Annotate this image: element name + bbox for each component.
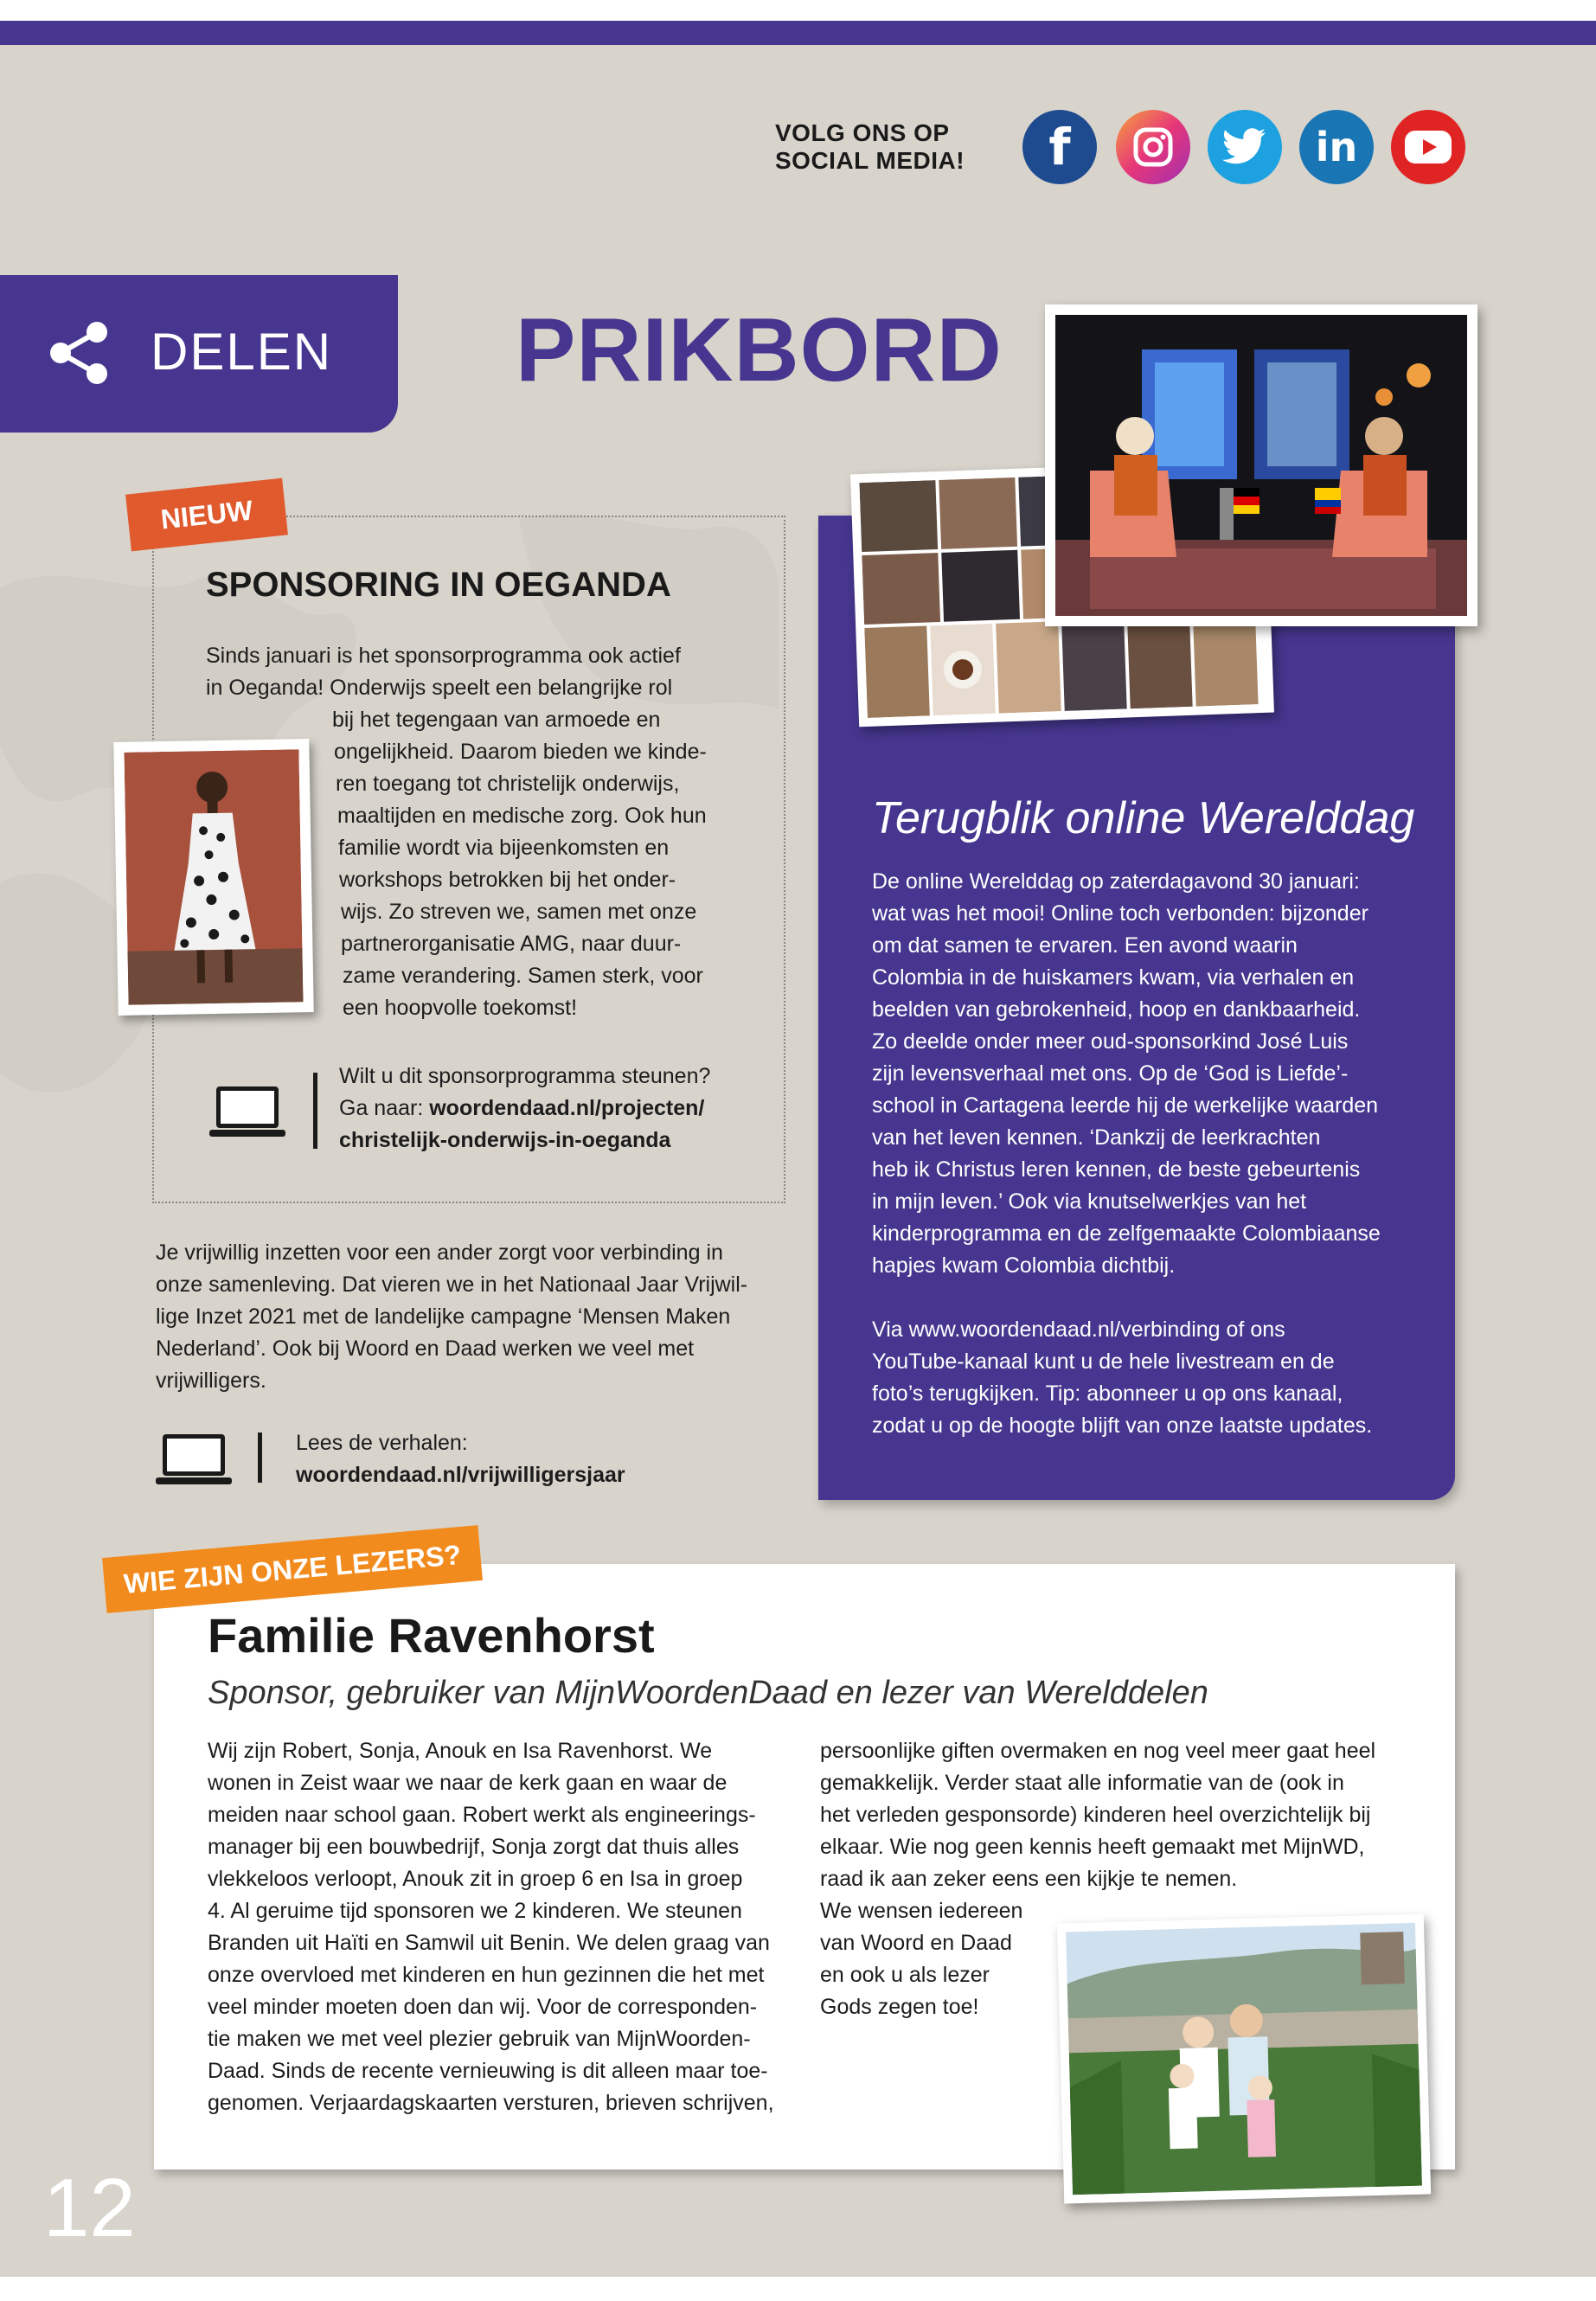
linkedin-icon[interactable]: in [1299,110,1374,184]
new-tag: NIEUW [125,478,288,552]
readers-line: Branden uit Haïti en Samwil uit Benin. We delen graag van [208,1931,770,1955]
instagram-glyph [1131,125,1175,169]
sponsor-cta [339,1061,710,1157]
sponsor-line: maaltijden en medische zorg. Ook hun [337,804,707,828]
sponsor-cta-prefix: Ga naar: [339,1096,430,1120]
studio-image [1055,315,1467,616]
readers-line: veel minder moeten doen dan wij. Voor de corresponden- [208,1995,758,2019]
readers-title: Familie Ravenhorst [208,1608,655,1663]
readers-line: raad ik aan zeker eens een kijkje te nemen. [820,1867,1238,1891]
werelddag-line: wat was het mooi! Online toch verbonden: bijzonder [872,901,1368,926]
readers-line: 4. Al geruime tijd sponsoren we 2 kinderen. We steunen [208,1899,742,1923]
readers-line: persoonlijke giften overmaken en nog veel meer gaat heel [820,1739,1376,1763]
readers-line: het verleden gesponsorde) kinderen heel overzichtelijk bij [820,1803,1371,1827]
werelddag-text [872,866,1381,1442]
social-label-line1: VOLG ONS OP [775,119,950,146]
social-label-line2: SOCIAL MEDIA! [775,147,965,174]
readers-line: elkaar. Wie nog geen kennis heeft gemaakt met MijnWD, [820,1835,1365,1859]
sponsor-line: ongelijkheid. Daarom bieden we kinde- [334,740,707,764]
volunteer-text [156,1237,747,1397]
sponsor-cta-link2[interactable]: christelijk-onderwijs-in-oeganda [339,1128,671,1152]
werelddag-line: kinderprogramma en de zelfgemaakte Colombiaanse [872,1221,1381,1246]
sponsor-child-photo [113,739,313,1016]
werelddag-line: Zo deelde onder meer oud-sponsorkind José Luis [872,1029,1349,1054]
cta-divider [313,1073,317,1149]
sponsor-line: zame verandering. Samen sterk, voor [343,964,703,988]
werelddag-line: om dat samen te ervaren. Een avond waarin [872,933,1298,958]
volunteer-line: lige Inzet 2021 met de landelijke campagne ‘Mensen Maken [156,1304,731,1329]
sponsor-line: een hoopvolle toekomst! [343,996,578,1020]
werelddag-line: Via www.woordendaad.nl/verbinding of ons [872,1317,1285,1342]
werelddag-line: van het leven kennen. ‘Dankzij de leerkrachten [872,1125,1321,1150]
werelddag-line: in mijn leven.’ Ook via knutselwerkjes van het [872,1189,1307,1214]
sponsor-cta-link1[interactable]: woordendaad.nl/projecten/ [429,1096,705,1120]
werelddag-line: Colombia in de huiskamers kwam, via verhalen en [872,965,1355,990]
facebook-icon[interactable]: f [1022,110,1097,184]
social-media-label [775,119,1000,175]
werelddag-line: zodat u op de hoogte blijft van onze laatste updates. [872,1413,1373,1438]
volunteer-cta [296,1427,625,1491]
volunteer-line: onze samenleving. Dat vieren we in het Nationaal Jaar Vrijwil- [156,1272,748,1297]
share-icon [45,318,114,388]
cta-divider [258,1433,262,1483]
sponsor-line: workshops betrokken bij het onder- [339,868,676,892]
readers-line: tie maken we met veel plezier gebruik van MijnWoorden- [208,2027,751,2051]
readers-line: Gods zegen toe! [820,1995,979,2019]
werelddag-line: beelden van gebrokenheid, hoop en dankbaarheid. [872,997,1361,1022]
laptop-icon [208,1083,287,1140]
readers-line: Daad. Sinds de recente vernieuwing is dit alleen maar toe- [208,2059,768,2083]
page-number: 12 [43,2162,136,2254]
werelddag-studio-photo [1045,304,1477,626]
readers-line: van Woord en Daad [820,1931,1012,1955]
sponsor-heading: SPONSORING IN OEGANDA [206,566,671,604]
twitter-icon[interactable] [1208,110,1282,184]
sponsor-line: Sinds januari is het sponsorprogramma ook actief [206,644,681,668]
sponsor-line: bij het tegengaan van armoede en [332,708,661,732]
werelddag-title: Terugblik online Werelddag [872,793,1415,843]
family-photo-image [1066,1923,1422,2195]
sponsor-cta-line1: Wilt u dit sponsorprogramma steunen? [339,1064,711,1088]
werelddag-line: YouTube-kanaal kunt u de hele livestream en de [872,1349,1335,1374]
sponsor-cta-line2 [339,1093,710,1125]
readers-line: wonen in Zeist waar we naar de kerk gaan en waar de [208,1771,727,1795]
youtube-icon[interactable] [1391,110,1465,184]
youtube-glyph [1403,129,1453,165]
readers-col1 [208,1735,774,2119]
readers-line: en ook u als lezer [820,1963,990,1987]
werelddag-line: zijn levensverhaal met ons. Op de ‘God is Liefde’- [872,1061,1349,1086]
volunteer-line: Nederland’. Ook bij Woord en Daad werken we veel met [156,1336,695,1361]
instagram-icon[interactable] [1116,110,1190,184]
sponsor-line: partnerorganisatie AMG, naar duur- [341,932,682,956]
werelddag-line: school in Cartagena leerde hij de werkelijke waarden [872,1093,1379,1118]
paragraph-gap [872,1282,1381,1314]
volunteer-cta-link[interactable]: woordendaad.nl/vrijwilligersjaar [296,1463,625,1487]
child-photo-image [124,749,303,1004]
volunteer-line: Je vrijwillig inzetten voor een ander zorgt voor verbinding in [156,1240,723,1265]
volunteer-cta-line1: Lees de verhalen: [296,1431,468,1455]
werelddag-line: foto’s terugkijken. Tip: abonneer u op ons kanaal, [872,1381,1343,1406]
readers-line: vlekkeloos verloopt, Anouk zit in groep 6 en Isa in groep [208,1867,743,1891]
page-title: PRIKBORD [516,300,1003,401]
bottom-band [0,2277,1596,2301]
werelddag-line: heb ik Christus leren kennen, de beste gebeurtenis [872,1157,1361,1182]
section-label: DELEN [151,323,333,381]
readers-line: Wij zijn Robert, Sonja, Anouk en Isa Ravenhorst. We [208,1739,713,1763]
readers-line: We wensen iedereen [820,1899,1023,1923]
readers-line: manager bij een bouwbedrijf, Sonja zorgt dat thuis alles [208,1835,740,1859]
top-accent-bar [0,21,1596,45]
readers-subtitle: Sponsor, gebruiker van MijnWoordenDaad en lezer van Werelddelen [208,1675,1208,1711]
readers-line: onze overvloed met kinderen en hun gezinnen die het met [208,1963,765,1987]
readers-tag: WIE ZIJN ONZE LEZERS? [102,1525,483,1613]
readers-line: genomen. Verjaardagskaarten versturen, brieven schrijven, [208,2091,774,2115]
sponsor-line: ren toegang tot christelijk onderwijs, [336,772,680,796]
readers-line: gemakkelijk. Verder staat alle informatie van de (ook in [820,1771,1344,1795]
sponsor-line: wijs. Zo streven we, samen met onze [341,900,697,924]
readers-line: meiden naar school gaan. Robert werkt als engineerings- [208,1803,756,1827]
sponsor-line: familie wordt via bijeenkomsten en [338,836,670,860]
werelddag-line: hapjes kwam Colombia dichtbij. [872,1253,1176,1278]
family-photo [1057,1914,1431,2204]
sponsor-line: in Oeganda! Onderwijs speelt een belangrijke rol [206,676,673,700]
volunteer-line: vrijwilligers. [156,1368,266,1393]
twitter-glyph [1222,128,1267,166]
werelddag-line: De online Werelddag op zaterdagavond 30 januari: [872,869,1360,894]
laptop-icon [154,1431,234,1488]
